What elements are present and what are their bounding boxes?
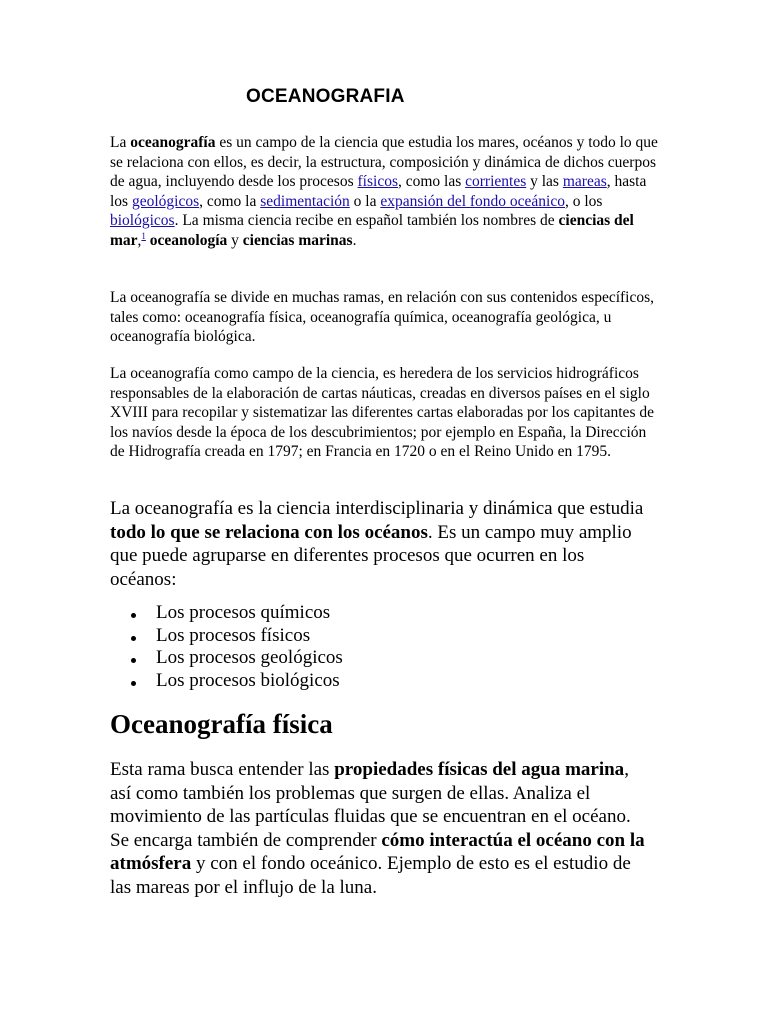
bullet-icon — [131, 613, 136, 618]
text-run: , hasta los — [110, 173, 647, 210]
history-paragraph: La oceanografía como campo de la ciencia, es heredera de los servicios hidrográficos responsables de la elaboración de cartas náuticas, creadas en diversos países en el siglo XVIII para recopilar y sistematizar las diferentes cartas elaboradas por los capitantes de los navíos desde la época de los descubrimientos; por ejemplo en España, la Dirección de Hidrografía creada en 1797; en Francia en 1720 o en el Reino Unido en 1795. — [110, 365, 654, 460]
text-run: . — [352, 231, 357, 249]
list-item-label: Los procesos químicos — [156, 602, 331, 623]
text-run: . La misma ciencia recibe en español también los nombres de — [174, 212, 559, 229]
link-expansion-fondo-oceanico[interactable]: expansión del fondo oceánico — [380, 192, 565, 210]
term-ciencias-del-mar: ciencias del mar — [110, 212, 634, 249]
text-run: Esta rama busca entender las — [110, 759, 335, 780]
text-run: y las — [526, 173, 563, 190]
definition-paragraph — [110, 497, 650, 591]
link-biologicos[interactable]: biológicos — [110, 212, 175, 229]
text-run: , — [137, 231, 142, 249]
term-propiedades-fisicas: propiedades físicas del agua marina — [334, 759, 625, 780]
list-item — [110, 647, 610, 670]
term-todo-oceanos: todo lo que se relaciona con los océanos — [110, 521, 428, 543]
link-corrientes[interactable]: corrientes — [465, 173, 527, 190]
term-ciencias-marinas: ciencias marinas — [242, 231, 353, 249]
intro-paragraph — [110, 133, 658, 250]
link-mareas[interactable]: mareas — [562, 173, 607, 190]
text-run: , como las — [397, 173, 466, 190]
text-run: y con el fondo oceánico. Ejemplo de esto es el estudio de las mareas por el influjo de la luna. — [110, 853, 631, 898]
text-run: y — [227, 231, 243, 249]
text-run: La — [110, 134, 131, 151]
text-run: , o los — [565, 192, 603, 210]
text-run: o la — [349, 192, 381, 210]
physical-oceanography-paragraph — [110, 758, 650, 899]
text-run: La oceanografía es la ciencia interdisciplinaria y dinámica que estudia — [110, 498, 644, 519]
section-heading: Oceanografía física — [110, 709, 333, 739]
text-run: , como la — [199, 192, 261, 210]
list-item-label: Los procesos geológicos — [156, 647, 343, 669]
list-item — [110, 625, 610, 648]
list-item — [110, 670, 610, 693]
reference-link[interactable]: 1 — [141, 230, 146, 241]
list-item-label: Los procesos físicos — [156, 624, 311, 646]
bullet-icon — [131, 681, 136, 686]
bullet-icon — [131, 658, 136, 663]
bullet-icon — [131, 636, 136, 641]
text-run: , así como también los problemas que surgen de ellas. Analiza el movimiento de las partículas fluidas que se encuentran en el océano. Se encarga también de comprender — [110, 759, 631, 851]
term-interaccion-atmosfera: cómo interactúa el océano con la atmósfera — [110, 829, 645, 874]
link-fisicos[interactable]: físicos — [357, 173, 398, 190]
term-oceanografia: oceanografía — [130, 134, 216, 151]
list-item-label: Los procesos biológicos — [156, 670, 340, 692]
text-run: es un campo de la ciencia que estudia los mares, océanos y todo lo que se relaciona con ellos, es decir, la estructura, composición y dinámica de dichos cuerpos de agua, incluyendo desde los procesos — [110, 134, 658, 190]
process-list — [110, 602, 610, 693]
branches-paragraph: La oceanografía se divide en muchas ramas, en relación con sus contenidos específicos, tales como: oceanografía física, oceanografía química, oceanografía geológica, u oceanografía biológica. — [110, 289, 655, 345]
link-geologicos[interactable]: geológicos — [131, 192, 200, 210]
link-sedimentacion[interactable]: sedimentación — [260, 192, 350, 210]
list-item — [110, 602, 610, 625]
term-oceanologia: oceanología — [149, 231, 228, 249]
text-run: . Es un campo muy amplio que puede agruparse en diferentes procesos que ocurren en los océanos: — [110, 521, 632, 590]
document-title: OCEANOGRAFIA — [246, 86, 405, 107]
